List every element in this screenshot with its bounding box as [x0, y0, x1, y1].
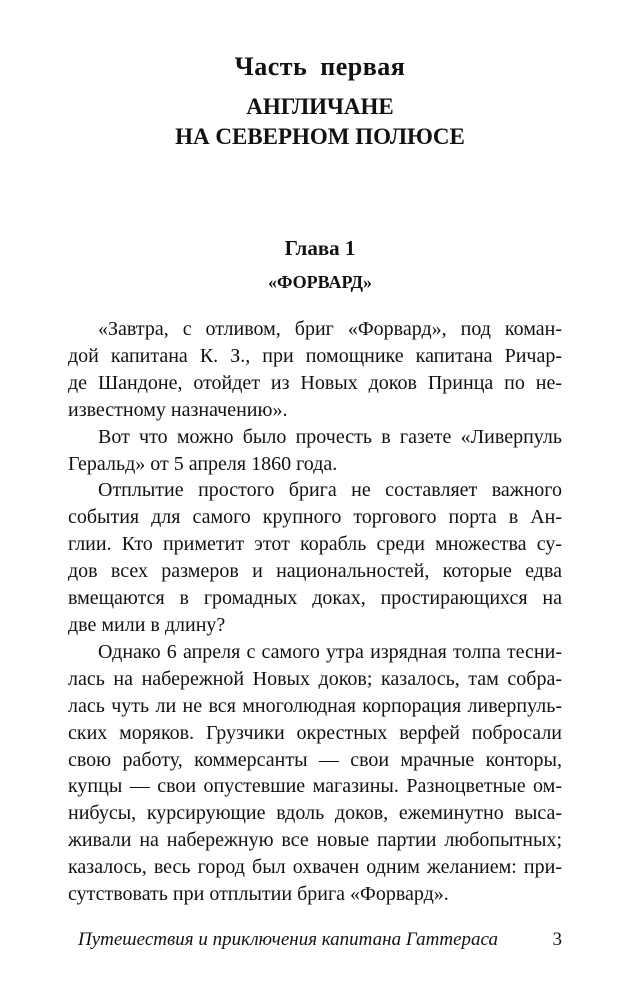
text-line: купцы — свои опустевшие магазины. Разноцветные ом- — [68, 775, 562, 798]
chapter-label: Глава 1 — [284, 236, 356, 260]
text-line: де Шандоне, отойдет из Новых доков Принца по не- — [68, 371, 562, 394]
page-footer — [78, 929, 562, 951]
text-line: лась чуть ли не вся многолюдная корпорация ливерпуль- — [68, 694, 562, 717]
text-line: вмещаются в громадных доках, простирающихся на — [68, 587, 562, 610]
section-title — [0, 92, 640, 152]
text-line: известному назначению». — [68, 398, 288, 421]
section-title-line: НА СЕВЕРНОМ ПОЛЮСЕ — [175, 124, 465, 149]
text-line: лась на набережной Новых доков; казалось, там собра- — [68, 667, 562, 690]
text-line: Геральд» от 5 апреля 1860 года. — [68, 452, 338, 475]
text-line: дов всех размеров и национальностей, которые едва — [68, 560, 562, 583]
text-line: дой капитана К. З., при помощнике капитана Ричар- — [68, 344, 562, 367]
text-line: Отплытие простого брига не составляет важного — [98, 479, 562, 502]
text-line: события для самого крупного торгового порта в Ан- — [68, 506, 562, 529]
text-line: две мили в длину? — [68, 613, 226, 636]
footer-book-title: Путешествия и приключения капитана Гаттераса — [78, 929, 498, 950]
text-line: сутствовать при отплытии брига «Форвард». — [68, 883, 449, 906]
text-line: свою работу, коммерсанты — свои мрачные конторы, — [68, 748, 562, 771]
text-line: «Завтра, с отливом, бриг «Форвард», под коман- — [98, 318, 562, 340]
page-number: 3 — [552, 929, 562, 950]
section-title-line: АНГЛИЧАНЕ — [246, 94, 394, 119]
part-title: Часть первая — [234, 52, 406, 81]
chapter-name: «ФОРВАРД» — [267, 272, 372, 292]
text-line: нибусы, курсирующие вдоль доков, ежеминутно выса- — [68, 802, 562, 825]
text-line: глии. Кто приметит этот корабль среди множества су- — [68, 533, 562, 556]
text-line: живали на набережную все новые партии любопытных; — [68, 829, 562, 852]
text-line: Однако 6 апреля с самого утра изрядная толпа тесни- — [98, 640, 562, 663]
chapter-body-text — [68, 316, 562, 908]
text-line: ских моряков. Грузчики окрестных верфей побросали — [68, 721, 562, 744]
text-line: Вот что можно было прочесть в газете «Ливерпуль — [98, 425, 562, 448]
text-line: казалось, весь город был охвачен одним желанием: при- — [68, 856, 562, 879]
